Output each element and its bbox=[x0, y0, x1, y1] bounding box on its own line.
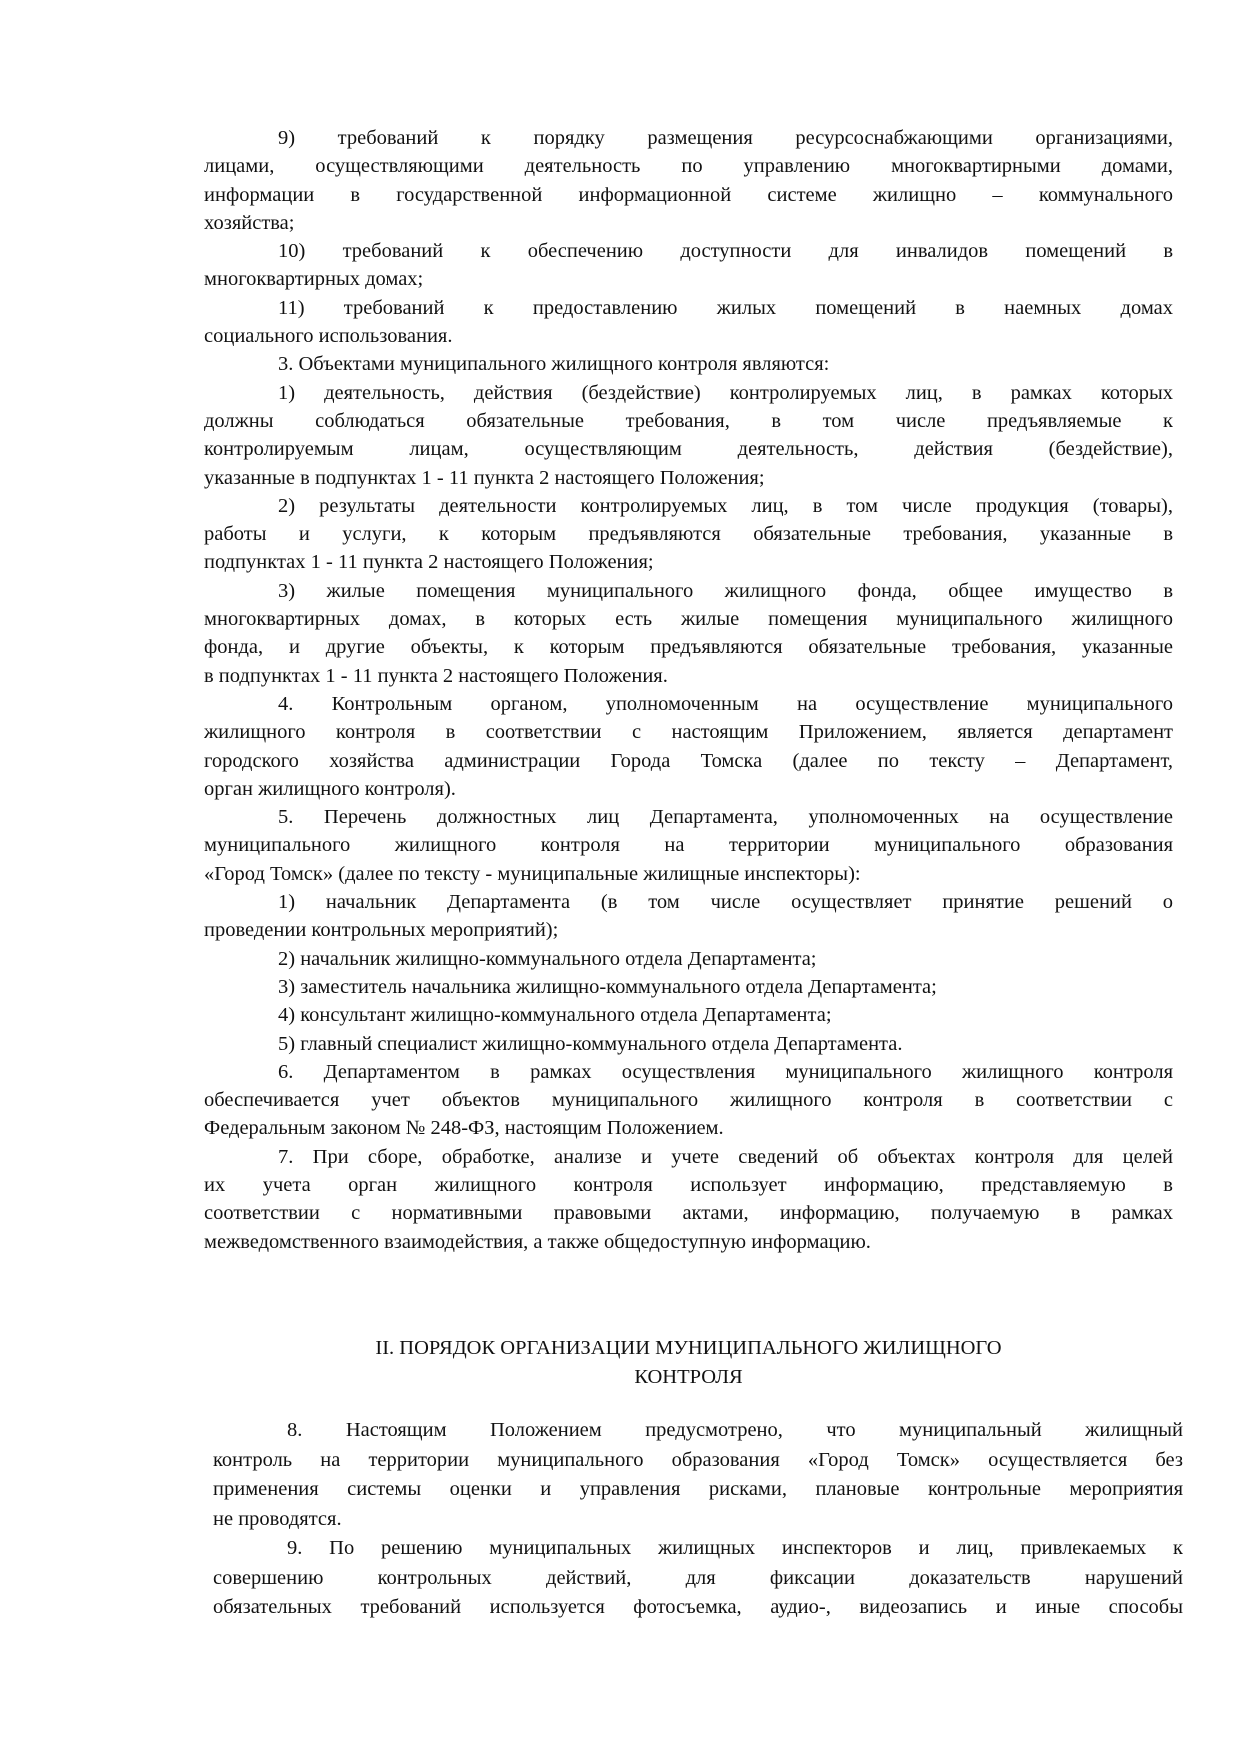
text-line: 11) требований к предоставлению жилых помещений в наемных домах bbox=[278, 296, 1173, 319]
paragraph bbox=[204, 124, 1173, 237]
text-line: контроль на территории муниципального образования «Город Томск» осуществляется без bbox=[213, 1448, 1183, 1471]
text-line: подпунктах 1 - 11 пункта 2 настоящего Положения; bbox=[204, 551, 654, 574]
text-line: 4) консультант жилищно-коммунального отдела Департамента; bbox=[278, 1004, 832, 1027]
text-line: 6. Департаментом в рамках осуществления муниципального жилищного контроля bbox=[278, 1060, 1173, 1083]
text-line: жилищного контроля в соответствии с настоящим Приложением, является департамент bbox=[204, 721, 1173, 744]
text-line: 10) требований к обеспечению доступности для инвалидов помещений в bbox=[278, 240, 1173, 263]
text-line: 5) главный специалист жилищно-коммунального отдела Департамента. bbox=[278, 1032, 903, 1055]
text-line: Федеральным законом № 248-ФЗ, настоящим Положением. bbox=[204, 1117, 724, 1140]
text-line: межведомственного взаимодействия, а также общедоступную информацию. bbox=[204, 1230, 871, 1253]
paragraph bbox=[204, 237, 1173, 294]
text-line: фонда, и другие объекты, к которым предъявляются обязательные требования, указанные bbox=[204, 636, 1173, 659]
text-line: хозяйства; bbox=[204, 211, 295, 234]
paragraph bbox=[204, 1001, 1173, 1029]
text-line: совершению контрольных действий, для фиксации доказательств нарушений bbox=[213, 1566, 1183, 1589]
text-line: работы и услуги, к которым предъявляются обязательные требования, указанные в bbox=[204, 523, 1173, 546]
text-line: 1) деятельность, действия (бездействие) контролируемых лиц, в рамках которых bbox=[278, 381, 1173, 404]
section-1-text bbox=[204, 124, 1173, 1256]
text-line: 3. Объектами муниципального жилищного контроля являются: bbox=[278, 353, 830, 376]
paragraph bbox=[204, 973, 1173, 1001]
text-line: 7. При сборе, обработке, анализе и учете сведений об объектах контроля для целей bbox=[278, 1145, 1173, 1168]
text-line: муниципального жилищного контроля на территории муниципального образования bbox=[204, 834, 1173, 857]
text-line: контролируемым лицам, осуществляющим деятельность, действия (бездействие), bbox=[204, 438, 1173, 461]
text-line: применения системы оценки и управления рисками, плановые контрольные мероприятия bbox=[213, 1478, 1183, 1500]
text-line: указанные в подпунктах 1 - 11 пункта 2 настоящего Положения; bbox=[204, 466, 765, 489]
heading-line: II. ПОРЯДОК ОРГАНИЗАЦИИ МУНИЦИПАЛЬНОГО ЖИЛИЩНОГО bbox=[375, 1337, 1002, 1359]
text-line: обязательных требований используется фотосъемка, аудио-, видеозапись и иные способы bbox=[213, 1596, 1183, 1618]
paragraph bbox=[204, 690, 1173, 803]
text-line: многоквартирных домах, в которых есть жилые помещения муниципального жилищного bbox=[204, 608, 1173, 631]
text-line: «Город Томск» (далее по тексту - муниципальные жилищные инспекторы): bbox=[204, 862, 861, 885]
text-line: 4. Контрольным органом, уполномоченным на осуществление муниципального bbox=[278, 692, 1173, 715]
text-line: 9. По решению муниципальных жилищных инспекторов и лиц, привлекаемых к bbox=[287, 1537, 1183, 1559]
paragraph bbox=[204, 803, 1173, 888]
section-heading bbox=[204, 1334, 1173, 1392]
paragraph bbox=[204, 294, 1173, 351]
text-line: 9) требований к порядку размещения ресурсоснабжающими организациями, bbox=[278, 127, 1173, 149]
text-line: 8. Настоящим Положением предусмотрено, что муниципальный жилищный bbox=[287, 1419, 1183, 1441]
paragraph bbox=[204, 577, 1173, 690]
text-line: в подпунктах 1 - 11 пункта 2 настоящего Положения. bbox=[204, 664, 668, 687]
paragraph bbox=[204, 379, 1173, 492]
text-line: 1) начальник Департамента (в том числе осуществляет принятие решений о bbox=[278, 891, 1173, 914]
text-line: не проводятся. bbox=[213, 1507, 342, 1530]
text-line: 3) жилые помещения муниципального жилищного фонда, общее имущество в bbox=[278, 579, 1173, 602]
paragraph bbox=[213, 1416, 1183, 1534]
paragraph bbox=[204, 350, 1173, 378]
text-line: 3) заместитель начальника жилищно-коммунального отдела Департамента; bbox=[278, 975, 937, 998]
text-line: социального использования. bbox=[204, 325, 453, 348]
text-line: 2) начальник жилищно-коммунального отдела Департамента; bbox=[278, 947, 817, 970]
text-line: 2) результаты деятельности контролируемых лиц, в том числе продукция (товары), bbox=[278, 494, 1173, 517]
text-line: 5. Перечень должностных лиц Департамента, уполномоченных на осуществление bbox=[278, 806, 1173, 829]
text-line: орган жилищного контроля). bbox=[204, 777, 456, 800]
text-line: соответствии с нормативными правовыми актами, информацию, получаемую в рамках bbox=[204, 1202, 1173, 1225]
text-line: информации в государственной информационной системе жилищно – коммунального bbox=[204, 183, 1173, 206]
text-line: обеспечивается учет объектов муниципального жилищного контроля в соответствии с bbox=[204, 1089, 1173, 1112]
text-line: городского хозяйства администрации Города Томска (далее по тексту – Департамент, bbox=[204, 749, 1173, 772]
paragraph bbox=[204, 1058, 1173, 1143]
text-line: их учета орган жилищного контроля использует информацию, представляемую в bbox=[204, 1173, 1173, 1196]
paragraph bbox=[204, 1030, 1173, 1058]
paragraph bbox=[204, 1143, 1173, 1256]
text-line: многоквартирных домах; bbox=[204, 268, 424, 291]
text-line: проведении контрольных мероприятий); bbox=[204, 919, 559, 942]
paragraph bbox=[204, 888, 1173, 945]
heading-line: КОНТРОЛЯ bbox=[634, 1366, 743, 1388]
section-2-text bbox=[213, 1416, 1183, 1623]
paragraph bbox=[204, 945, 1173, 973]
paragraph bbox=[204, 492, 1173, 577]
text-line: должны соблюдаться обязательные требования, в том числе предъявляемые к bbox=[204, 409, 1173, 432]
paragraph bbox=[213, 1534, 1183, 1623]
text-line: лицами, осуществляющими деятельность по управлению многоквартирными домами, bbox=[204, 155, 1173, 178]
